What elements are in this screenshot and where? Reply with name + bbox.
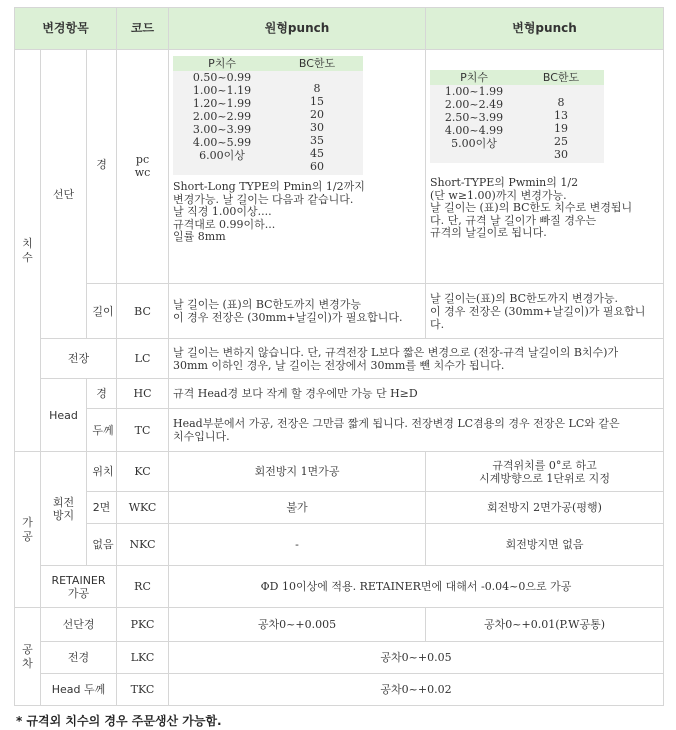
shape-cutting-diameter-cell [426, 50, 664, 284]
round-rotation-none: - [169, 524, 426, 566]
shape-table-header-bc: BC한도 [518, 70, 604, 85]
code-pc-wc: pc wc [117, 50, 169, 284]
category-processing: 가공 [15, 452, 41, 608]
code-lkc: LKC [117, 642, 169, 674]
label-rotation-none: 없음 [87, 524, 117, 566]
label-cutting: 선단 [41, 50, 87, 339]
shape-p-values: 1.00~1.99 2.00~2.49 2.50~3.99 4.00~4.99 5.00이상 [430, 85, 518, 163]
round-rotation-two-sides: 불가 [169, 492, 426, 524]
category-tolerance: 공차 [15, 608, 41, 706]
shape-rotation-two-sides: 회전방지 2면가공(평행) [426, 492, 664, 524]
round-bc-values: 8 15 20 30 35 45 60 [271, 71, 363, 175]
label-tol-cutting: 선단경 [41, 608, 117, 642]
retainer-text: ΦD 10이상에 적용. RETAINER면에 대해서 -0.04~0으로 가공 [169, 566, 664, 608]
row-rotation-two-sides [15, 492, 664, 524]
round-table-header-p: P치수 [173, 56, 271, 71]
row-rotation-none [15, 524, 664, 566]
row-tol-head [15, 674, 664, 706]
category-dimension: 치수 [15, 50, 41, 452]
round-tol-cutting: 공차0~+0.005 [169, 608, 426, 642]
row-rotation-position [15, 452, 664, 492]
shape-tol-cutting: 공차0~+0.01(P.W공통) [426, 608, 664, 642]
code-bc: BC [117, 284, 169, 339]
header-round-punch: 원형punch [169, 8, 426, 50]
code-wkc: WKC [117, 492, 169, 524]
label-tol-head: Head 두께 [41, 674, 117, 706]
row-cutting-diameter [15, 50, 664, 284]
code-pkc: PKC [117, 608, 169, 642]
tol-shaft-text: 공차0~+0.05 [169, 642, 664, 674]
round-rotation-position: 회전방지 1면가공 [169, 452, 426, 492]
label-rotation-position: 위치 [87, 452, 117, 492]
label-total-length: 전장 [41, 339, 117, 379]
label-head-diameter: 경 [87, 379, 117, 409]
round-cutting-length: 날 길이는 (표)의 BC한도까지 변경가능 이 경우 전장은 (30mm+날길이)가 필요합니다. [169, 284, 426, 339]
label-head-thickness: 두께 [87, 409, 117, 452]
code-tc: TC [117, 409, 169, 452]
shape-bc-values: 8 13 19 25 30 [518, 85, 604, 163]
header-code: 코드 [117, 8, 169, 50]
shape-rotation-none: 회전방지면 없음 [426, 524, 664, 566]
code-lc: LC [117, 339, 169, 379]
shape-cutting-diameter-notes: Short-TYPE의 Pwmin의 1/2 (단 w≥1.00)까지 변경가능. 날 길이는 (표)의 BC한도 치수로 변경됩니 다. 단, 규격 날 길이가 빠질 경우는 규격의 날길이로 됩니다. [430, 176, 633, 239]
header-item: 변경항목 [15, 8, 117, 50]
tol-head-text: 공차0~+0.02 [169, 674, 664, 706]
row-tol-cutting [15, 608, 664, 642]
round-bc-limit-table [173, 56, 363, 175]
spec-table [14, 7, 664, 706]
footnote: * 규격외 치수의 경우 주문생산 가능함. [16, 714, 222, 728]
row-head-thickness [15, 409, 664, 452]
header-shape-punch: 변형punch [426, 8, 664, 50]
shape-rotation-position: 규격위치를 0°로 하고 시계방향으로 1단위로 지정 [426, 452, 664, 492]
round-cutting-diameter-notes: Short-Long TYPE의 Pmin의 1/2까지 변경가능. 날 길이는 다음과 같습니다. 날 직경 1.00이상.... 규격대로 0.99이하... 일률 8mm [173, 180, 365, 243]
code-tkc: TKC [117, 674, 169, 706]
head-thickness-text: Head부분에서 가공, 전장은 그만큼 짧게 됩니다. 전장변경 LC겸용의 경우 전장은 LC와 같은 치수입니다. [169, 409, 664, 452]
total-length-text: 날 길이는 변하지 않습니다. 단, 규격전장 L보다 짧은 변경으로 (전장-규격 날길이의 B치수)가 30mm 이하인 경우, 날 길이는 전장에서 30mm를 뺀 치수가 됩니다. [169, 339, 664, 379]
shape-bc-limit-table [430, 70, 604, 163]
shape-table-header-p: P치수 [430, 70, 518, 85]
round-table-header-bc: BC한도 [271, 56, 363, 71]
code-nkc: NKC [117, 524, 169, 566]
round-p-values: 0.50~0.99 1.00~1.19 1.20~1.99 2.00~2.99 3.00~3.99 4.00~5.99 6.00이상 [173, 71, 271, 175]
label-rotation-prevention: 회전 방지 [41, 452, 87, 566]
code-kc: KC [117, 452, 169, 492]
label-cutting-length: 길이 [87, 284, 117, 339]
row-cutting-length [15, 284, 664, 339]
code-hc: HC [117, 379, 169, 409]
round-cutting-diameter-cell [169, 50, 426, 284]
row-retainer [15, 566, 664, 608]
label-cutting-diameter: 경 [87, 50, 117, 284]
row-tol-shaft [15, 642, 664, 674]
label-head: Head [41, 379, 87, 452]
label-retainer: RETAINER 가공 [41, 566, 117, 608]
head-diameter-text: 규격 Head경 보다 작게 할 경우에만 가능 단 H≥D [169, 379, 664, 409]
row-head-diameter [15, 379, 664, 409]
header-row [15, 8, 664, 50]
label-tol-shaft: 전경 [41, 642, 117, 674]
code-rc: RC [117, 566, 169, 608]
row-total-length [15, 339, 664, 379]
shape-cutting-length: 날 길이는(표)의 BC한도까지 변경가능. 이 경우 전장은 (30mm+날길이)가 필요합니 다. [426, 284, 664, 339]
label-rotation-two-sides: 2면 [87, 492, 117, 524]
